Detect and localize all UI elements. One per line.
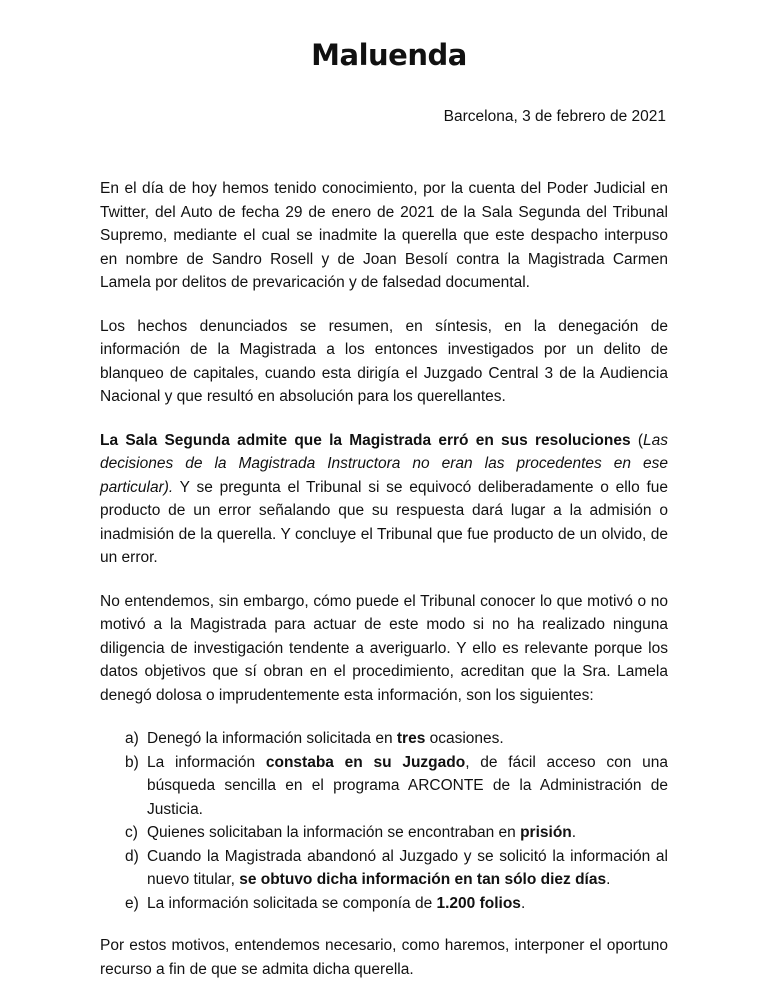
list-item-text: .: [606, 871, 611, 888]
list-item-bold: tres: [396, 730, 426, 747]
paragraph-1: En el día de hoy hemos tenido conocimiento, por la cuenta del Poder Judicial en Twitter, del Auto de fecha 29 de enero de 2021 de la Sala Segunda del Tribunal Supremo, mediante el cual se inadmite la querella que este despacho interpuso en nombre de Sandro Rosell y de Joan Besolí contra la Magistrada Carmen Lamela por delitos de prevaricación y de falsedad documental.: [100, 180, 668, 291]
list-item-text: .: [520, 894, 526, 912]
list-item-text: ocasiones.: [425, 730, 504, 747]
list-item-bold: prisión: [520, 824, 572, 841]
paragraph-4: No entendemos, sin embargo, cómo puede el Tribunal conocer lo que motivó o no motivó a la Magistrada para actuar de este modo si no ha realizado ninguna diligencia de investigación tendente a averiguarlo. Y ello es relevante porque los datos objetivos que sí obran en el procedimiento, acreditan que la Sra. Lamela denegó dolosa o imprudentemente esta información, son los siguientes:: [100, 592, 668, 704]
list-marker: e): [125, 894, 139, 912]
list-item: [125, 892, 668, 916]
list-item-text: La información solicitada se componía de: [147, 894, 437, 912]
list-item: [125, 845, 668, 892]
document-date: Barcelona, 3 de febrero de 2021: [443, 108, 666, 125]
list-item-text: .: [571, 824, 577, 841]
list-item: [125, 751, 668, 822]
paragraph-3: [100, 429, 668, 570]
list-item: [125, 727, 668, 751]
paragraph-3-rest: Y se pregunta el Tribunal si se equivocó deliberadamente o ello fue producto de un error señalando que su respuesta dará lugar a la admisión o inadmisión de la querella. Y concluye el Tribunal que fue producto de un olvido, de un error.: [100, 478, 668, 566]
maluenda-logo: Maluenda: [311, 38, 467, 72]
paragraph-5: Por estos motivos, entendemos necesario, como haremos, interponer el oportuno recurso a fin de que se admita dicha querella.: [100, 937, 668, 978]
paragraph-3-italic: Las decisiones de la Magistrada Instructora no eran las procedentes en ese particular).: [100, 431, 669, 496]
list-marker: b): [125, 753, 139, 771]
paragraph-2: Los hechos denunciados se resumen, en síntesis, en la denegación de información de la Magistrada a los entonces investigados por un delito de blanqueo de capitales, cuando esta dirigía el Juzgado Central 3 de la Audiencia Nacional y que resultó en absolución para los querellantes.: [100, 317, 668, 405]
list-marker: c): [125, 824, 138, 841]
list-item-text: Quienes solicitaban la información se encontraban en: [147, 824, 521, 841]
list-item-text: Denegó la información solicitada en: [147, 730, 397, 747]
document-body: [100, 177, 668, 1001]
list-item-bold: se obtuvo dicha información en tan sólo diez días: [239, 871, 607, 888]
list-item-text: , de fácil acceso con una búsqueda sencilla en el programa ARCONTE de la Administración de Justicia.: [147, 753, 668, 818]
list-item-text: La información: [147, 753, 266, 771]
list-item-bold: 1.200 folios: [436, 894, 521, 912]
paragraph-3-bold: La Sala Segunda admite que la Magistrada erró en sus resoluciones: [100, 431, 631, 449]
facts-list: [100, 727, 668, 915]
list-marker: d): [125, 847, 139, 865]
list-item: [125, 821, 668, 845]
paragraph-3-open: (: [630, 431, 644, 449]
list-item-text: Cuando la Magistrada abandonó al Juzgado y se solicitó la información al nuevo titular,: [147, 847, 668, 888]
list-item-bold: constaba en su Juzgado: [265, 753, 466, 771]
list-marker: a): [125, 730, 139, 747]
